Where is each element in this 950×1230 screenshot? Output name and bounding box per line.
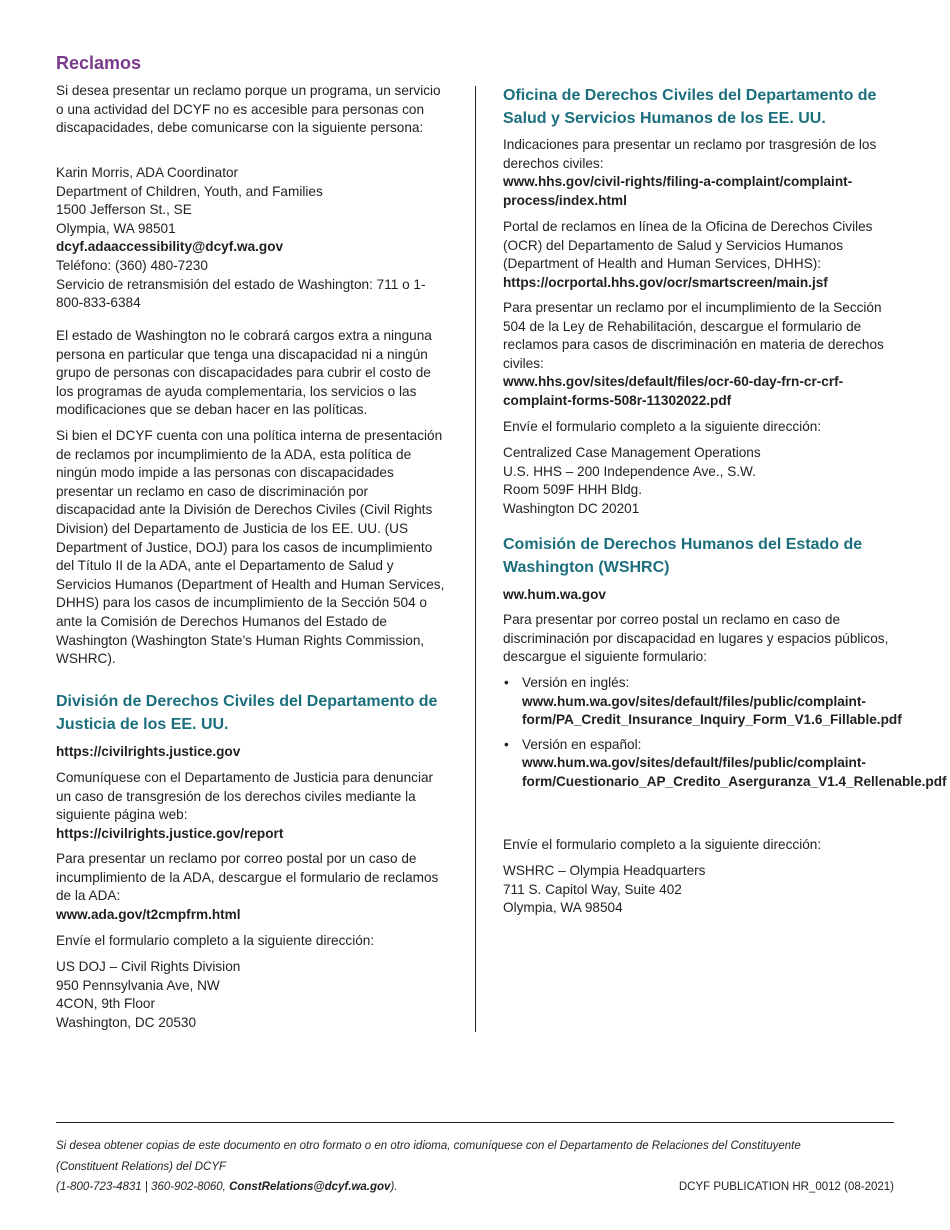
hhs-instructions-text: Indicaciones para presentar un reclamo por trasgresión de los derechos civiles: [503,137,877,171]
footer-phones: (1-800-723-4831 | 360-902-8060, [56,1181,230,1193]
wshrc-heading: Comisión de Derechos Humanos del Estado de Washington (WSHRC) [503,536,863,576]
hhs-instructions-link[interactable]: www.hhs.gov/civil-rights/filing-a-complaint/complaint-process/index.html [503,174,853,208]
bullet-icon: • [504,736,509,752]
hhs-504-block [503,299,895,411]
contact-relay-service: Servicio de retransmisión del estado de Washington: 711 o 1-800-833-6384 [56,276,426,311]
hhs-send-text: Envíe el formulario completo a la siguiente dirección: [503,419,822,434]
wshrc-url-link[interactable]: ww.hum.wa.gov [503,587,606,602]
hhs-portal-text: Portal de reclamos en línea de la Oficina de Derechos Civiles (OCR) del Departamento de Salud y Servicios Humanos (Department of Health and Human Services, DHHS): [503,219,873,272]
intro-paragraph: Si desea presentar un reclamo porque un programa, un servicio o una actividad del DCYF no es accesible para personas con discapacidades, debe comunicarse con la siguiente persona: [56,83,441,136]
wshrc-address-line: WSHRC – Olympia Headquarters [503,863,706,878]
doj-address-line: Washington, DC 20530 [56,1014,197,1030]
hhs-504-link[interactable]: www.hhs.gov/sites/default/files/ocr-60-day-frn-cr-crf-complaint-forms-508r-11302022.pdf [503,374,844,408]
contact-name: Karin Morris, ADA Coordinator [56,165,239,180]
footer-note-text: Si desea obtener copias de este documento en otro formato o en otro idioma, comuníquese con el Departamento de Relaciones del Constituyente (Constituent Relations) del DCYF [56,1140,801,1173]
form-label: Versión en español: [522,736,642,752]
form-label: Versión en inglés: [522,675,630,690]
wshrc-send-text: Envíe el formulario completo a la siguiente dirección: [503,837,822,852]
wshrc-address-line: Olympia, WA 98504 [503,900,623,916]
doj-heading: División de Derechos Civiles del Departamento de Justicia de los EE. UU. [56,693,438,733]
doj-report-link[interactable]: https://civilrights.justice.gov/report [56,825,284,841]
hhs-heading: Oficina de Derechos Civiles del Departamento de Salud y Servicios Humanos de los EE. UU. [503,87,877,127]
footer-rule [56,1122,894,1123]
doj-url-link[interactable]: https://civilrights.justice.gov [56,744,241,759]
hhs-instructions-block [503,136,895,210]
wshrc-forms-list [503,674,947,792]
form-spanish-link[interactable]: www.hum.wa.gov/sites/default/files/public/complaint-form/Cuestionario_AP_Credito_Aserguranza_V1.4_Rellenable.pdf [522,755,947,789]
doj-address-line: US DOJ – Civil Rights Division [56,959,241,974]
contact-email-link[interactable]: dcyf.adaaccessibility@dcyf.wa.gov [56,239,284,255]
hhs-address-line: U.S. HHS – 200 Independence Ave., S.W. [503,463,756,479]
list-item [503,736,947,792]
contact-department: Department of Children, Youth, and Families [56,183,323,199]
hhs-portal-block [503,218,895,292]
doj-contact-text: Comuníquese con el Departamento de Justicia para denunciar un caso de transgresión de los derechos civiles mediante la siguiente página web: [56,770,434,823]
doj-address [56,958,448,1032]
doj-contact-block [56,769,448,843]
wshrc-address [503,862,895,918]
doj-address-line: 4CON, 9th Floor [56,996,155,1012]
doj-form-link[interactable]: www.ada.gov/t2cmpfrm.html [56,906,241,922]
doj-send-text: Envíe el formulario completo a la siguiente dirección: [56,933,375,948]
reclamos-heading: Reclamos [56,53,142,73]
hhs-address-line: Centralized Case Management Operations [503,445,761,460]
hhs-address-line: Washington DC 20201 [503,500,640,516]
footer-email-link[interactable]: ConstRelations@dcyf.wa.gov [229,1181,391,1193]
doj-mail-block [56,850,448,924]
ada-coordinator-contact [56,164,448,313]
hhs-portal-link[interactable]: https://ocrportal.hhs.gov/ocr/smartscreen/main.jsf [503,274,828,290]
hhs-504-text: Para presentar un reclamo por el incumplimiento de la Sección 504 de la Ley de Rehabilitación, descargue el formulario de reclamos para casos de discriminación en materia de derechos civiles: [503,300,884,371]
hhs-address [503,444,895,518]
contact-city: Olympia, WA 98501 [56,220,176,236]
form-english-link[interactable]: www.hum.wa.gov/sites/default/files/public/complaint-form/PA_Credit_Insurance_Inquiry_Form_V1.6_Fillable.pdf [522,693,902,728]
footer-close: ). [390,1181,398,1193]
cost-paragraph: El estado de Washington no le cobrará cargos extra a ninguna persona en particular que tenga una discapacidad ni a ningún grupo de personas con discapacidades para cubrir el costo de los programas de ayuda complementaria, los servicios o las modificaciones que se deban hacer en las políticas. [56,328,432,418]
column-divider [475,86,476,1032]
bullet-icon: • [504,675,509,690]
hhs-address-line: Room 509F HHH Bldg. [503,482,643,498]
doj-mail-text: Para presentar un reclamo por correo postal por un caso de incumplimiento de la ADA, descargue el formulario de reclamos de la ADA: [56,851,439,904]
wshrc-address-line: 711 S. Capitol Way, Suite 402 [503,881,682,897]
publication-number: DCYF PUBLICATION HR_0012 (08-2021) [678,1181,894,1193]
contact-phone: Teléfono: (360) 480-7230 [56,257,208,273]
policy-paragraph: Si bien el DCYF cuenta con una política interna de presentación de reclamos por incumplimiento de la ADA, esta política de ningún modo impide a las personas con discapacidades presentar un reclamo en caso de discriminación por discapacidad ante la División de Derechos Civiles (Civil Rights Division) del Departamento de Justicia de los EE. UU. (US Department of Justice, DOJ) para los casos de incumplimiento del Título II de la ADA, ante el Departamento de Salud y Servicios Humanos (Department of Health and Human Services, DHHS) para los casos de incumplimiento de la Sección 504 o ante la Comisión de Derechos Humanos del Estado de Washington (Washington State’s Human Rights Commission, WSHRC). [56,428,445,667]
doj-address-line: 950 Pennsylvania Ave, NW [56,977,220,993]
list-item [503,674,902,730]
wshrc-mail-text: Para presentar por correo postal un reclamo en caso de discriminación por discapacidad en lugares y espacios públicos, descargue el siguiente formulario: [503,612,889,665]
contact-street: 1500 Jefferson St., SE [56,202,192,218]
